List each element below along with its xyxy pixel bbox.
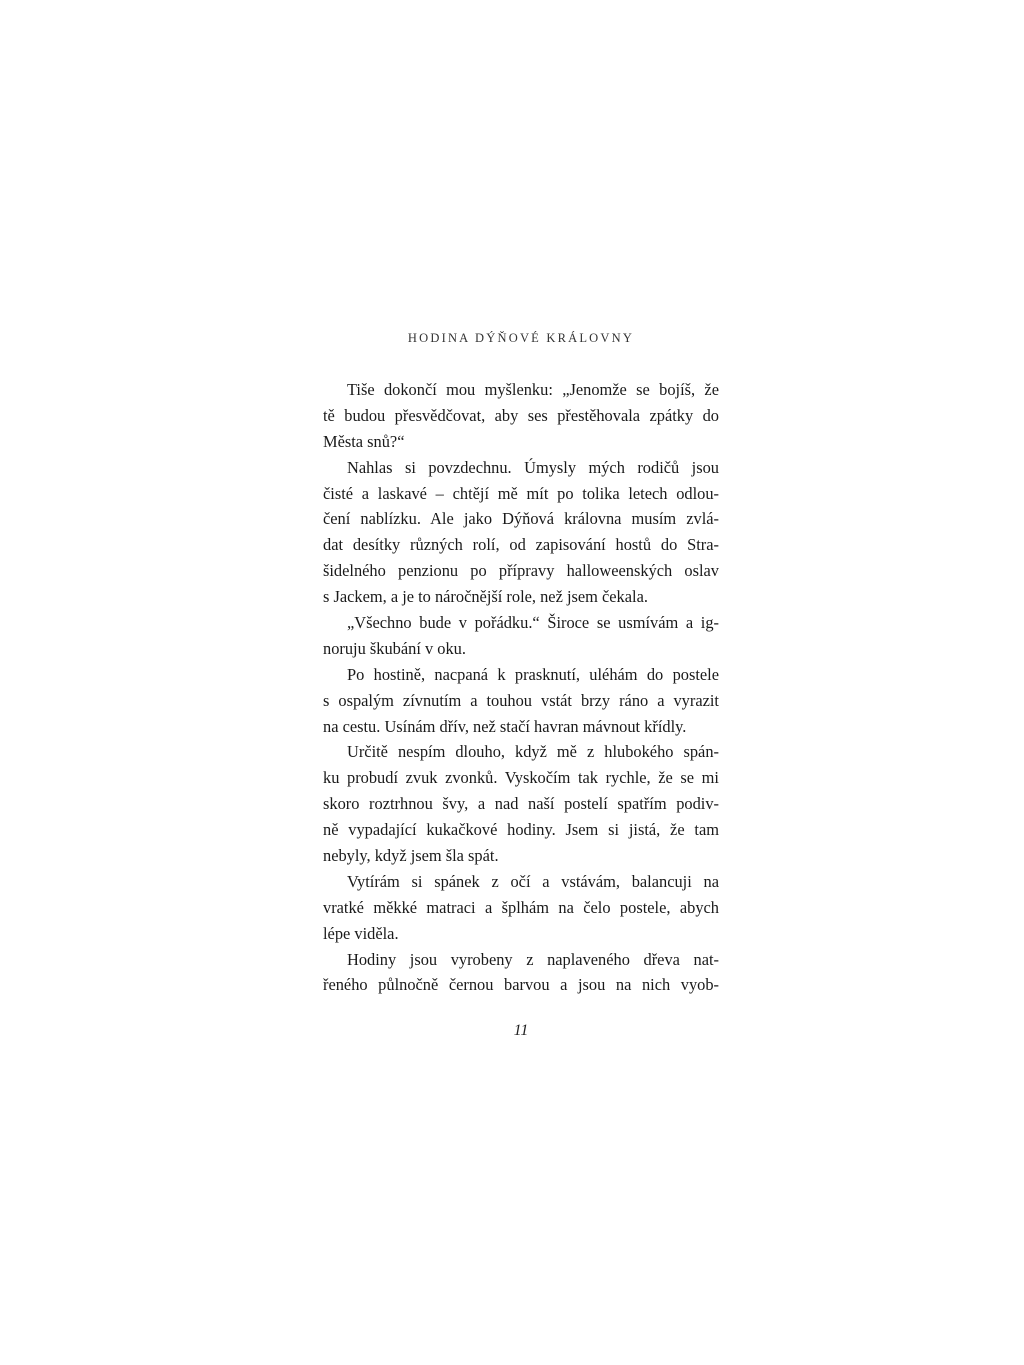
text-line: dat desítky různých rolí, od zapisování hostů do Stra- — [323, 535, 719, 555]
text-line: čisté a laskavé – chtějí mě mít po tolika letech odlou- — [323, 483, 719, 503]
text-line: noruju škubání v oku. — [323, 638, 466, 658]
text-line: vratké měkké matraci a šplhám na čelo postele, abych — [323, 897, 719, 917]
text-line: šidelného penzionu po přípravy halloweenských oslav — [323, 561, 719, 581]
text-line: Města snů?“ — [323, 431, 405, 451]
text-line: s Jackem, a je to náročnější role, než jsem čekala. — [323, 587, 648, 607]
text-line: Určitě nespím dlouho, když mě z hlubokého spán- — [347, 742, 719, 762]
text-line: skoro roztrhnou švy, a nad naší postelí spatřím podiv- — [323, 794, 719, 814]
text-line: Po hostině, nacpaná k prasknutí, uléhám do postele — [347, 664, 719, 684]
text-line: čení nablízku. Ale jako Dýňová královna musím zvlá- — [323, 509, 719, 529]
text-line: Vytírám si spánek z očí a vstávám, balancuji na — [347, 871, 719, 891]
text-line: ně vypadající kukačkové hodiny. Jsem si jistá, že tam — [323, 820, 719, 840]
text-line: řeného půlnočně černou barvou a jsou na nich vyob- — [323, 975, 719, 995]
text-line: ku probudí zvuk zvonků. Vyskočím tak rychle, že se mi — [323, 768, 719, 788]
text-line: „Všechno bude v pořádku.“ Široce se usmívám a ig- — [347, 613, 719, 633]
text-line: s ospalým zívnutím a touhou vstát brzy ráno a vyrazit — [323, 690, 719, 710]
running-head: HODINA DÝŇOVÉ KRÁLOVNY — [407, 331, 635, 345]
body-text — [323, 377, 719, 998]
text-line: Tiše dokončí mou myšlenku: „Jenomže se bojíš, že — [347, 380, 719, 399]
text-line: Hodiny jsou vyrobeny z naplaveného dřeva nat- — [347, 949, 719, 969]
text-line: lépe viděla. — [323, 923, 399, 943]
text-line: na cestu. Usínám dřív, než stačí havran mávnout křídly. — [323, 716, 687, 736]
text-line: Nahlas si povzdechnu. Úmysly mých rodičů jsou — [347, 457, 719, 477]
text-line: tě budou přesvědčovat, aby ses přestěhovala zpátky do — [323, 405, 719, 425]
page-number: 11 — [513, 1022, 529, 1039]
text-line: nebyly, když jsem šla spát. — [323, 846, 499, 866]
